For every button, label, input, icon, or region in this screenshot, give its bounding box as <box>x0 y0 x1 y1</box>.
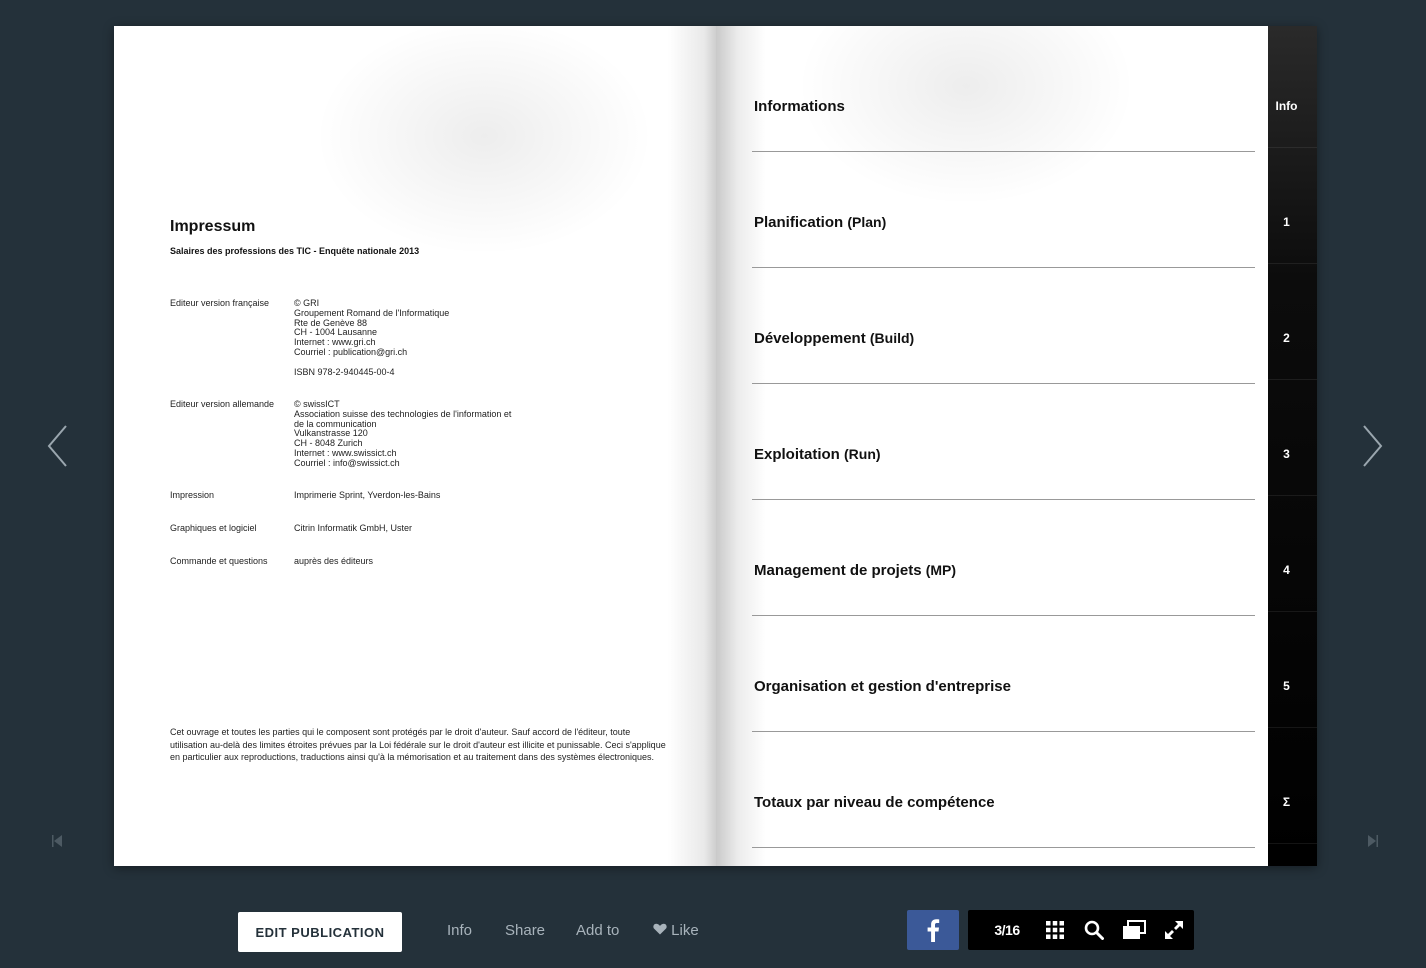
heart-icon <box>653 923 667 935</box>
value-line: Association suisse des technologies de l'information et <box>294 408 512 419</box>
tab-label: Info <box>1275 99 1298 113</box>
tab-2[interactable] <box>1268 264 1317 380</box>
row-label: Editeur version française <box>170 298 270 308</box>
tab-label: 3 <box>1283 447 1290 461</box>
grid-view-button[interactable] <box>1040 910 1070 950</box>
search-icon <box>1084 920 1104 940</box>
fullscreen-button[interactable] <box>1159 910 1189 950</box>
value-line: Courriel : info@swissict.ch <box>294 457 400 468</box>
section-totals[interactable] <box>752 732 1255 848</box>
fullscreen-icon <box>1164 920 1184 940</box>
right-page[interactable] <box>716 26 1268 866</box>
value-line: CH - 8048 Zurich <box>294 438 363 449</box>
value-line: Internet : www.gri.ch <box>294 337 376 348</box>
section-title-text: Planification <box>754 214 844 231</box>
tab-info[interactable] <box>1268 32 1317 148</box>
row-value: Imprimerie Sprint, Yverdon-les-Bains <box>294 490 441 500</box>
search-button[interactable] <box>1079 910 1109 950</box>
skip-last-icon <box>1366 830 1380 852</box>
tab-label: 2 <box>1283 331 1290 345</box>
value-line: Groupement Romand de l'Informatique <box>294 307 450 318</box>
like-link[interactable] <box>653 922 699 939</box>
tab-label: 1 <box>1283 215 1290 229</box>
chevron-left-icon <box>46 424 68 468</box>
section-title <box>754 562 956 579</box>
section-informations[interactable] <box>752 36 1255 152</box>
prev-page-arrow[interactable] <box>42 420 72 472</box>
tab-label: 5 <box>1283 679 1290 693</box>
viewer-controls <box>968 910 1194 950</box>
row-value <box>294 400 511 469</box>
next-page-arrow[interactable] <box>1358 420 1388 472</box>
row-label: Editeur version allemande <box>170 399 275 409</box>
tab-3[interactable] <box>1268 380 1317 496</box>
bottom-toolbar <box>0 900 1426 960</box>
tab-sigma[interactable] <box>1268 728 1317 844</box>
section-title <box>754 214 886 231</box>
value-line: © swissICT <box>294 399 340 409</box>
row-label: Impression <box>170 490 215 500</box>
section-abbr: (Run) <box>844 446 881 462</box>
value-line: Vulkanstrasse 120 <box>294 428 368 439</box>
tab-4[interactable] <box>1268 496 1317 612</box>
section-abbr: (MP) <box>925 562 957 578</box>
value-line: Courriel : publication@gri.ch <box>294 346 408 357</box>
chevron-right-icon <box>1362 424 1384 468</box>
section-title <box>754 330 914 347</box>
section-plan[interactable] <box>752 152 1255 268</box>
row-value <box>294 299 449 377</box>
value-line: ISBN 978-2-940445-00-4 <box>294 366 395 377</box>
section-title-text: Développement <box>754 330 866 347</box>
left-page[interactable] <box>114 26 716 866</box>
section-title <box>754 446 881 463</box>
section-title <box>754 98 845 115</box>
section-title-text: Informations <box>754 98 845 115</box>
row-label: Graphiques et logiciel <box>170 523 257 533</box>
first-page-button[interactable] <box>50 830 66 852</box>
edit-publication-button[interactable]: EDIT PUBLICATION <box>238 912 402 952</box>
tab-1[interactable] <box>1268 148 1317 264</box>
section-build[interactable] <box>752 268 1255 384</box>
like-label: Like <box>671 922 699 939</box>
value-line: © GRI <box>294 298 320 308</box>
row-label: Commande et questions <box>170 556 268 566</box>
impressum-subtitle: Salaires des professions des TIC - Enquête nationale 2013 <box>170 246 420 256</box>
info-link[interactable]: Info <box>447 922 473 939</box>
last-page-button[interactable] <box>1366 830 1382 852</box>
value-line: CH - 1004 Lausanne <box>294 327 378 338</box>
section-abbr: (Plan) <box>847 214 887 230</box>
section-title <box>754 678 1011 695</box>
share-link[interactable]: Share <box>505 922 546 939</box>
grid-icon <box>1045 920 1065 940</box>
tab-label: 4 <box>1283 563 1290 577</box>
tab-5[interactable] <box>1268 612 1317 728</box>
value-line: Rte de Genève 88 <box>294 317 368 328</box>
section-title-text: Organisation et gestion d'entreprise <box>754 678 1011 695</box>
copyright-notice: Cet ouvrage et toutes les parties qui le composent sont protégés par le droit d'auteur. Sauf accord de l'éditeur, toute utilisation au-delà des limites étroites prévues par la Loi fédérale sur le droit d'auteur est illicite et punissable. Ceci s'applique en particulier aux reproductions, traductions ainsi qu'à la mémorisation et au traitement dans des systèmes électroniques. <box>170 727 666 763</box>
section-organisation[interactable] <box>752 616 1255 732</box>
impressum-title: Impressum <box>170 218 256 235</box>
section-abbr: (Build) <box>869 330 915 346</box>
value-line: Internet : www.swissict.ch <box>294 447 397 458</box>
page-counter: 3/16 <box>994 922 1020 938</box>
section-title <box>754 794 995 811</box>
tab-label: Σ <box>1282 795 1291 809</box>
chapter-tabs <box>1268 26 1317 866</box>
facebook-icon <box>926 918 940 942</box>
section-title-text: Exploitation <box>754 446 840 463</box>
add-to-link[interactable]: Add to <box>576 922 620 939</box>
pages-view-button[interactable] <box>1118 910 1150 950</box>
value-line: de la communication <box>294 418 377 429</box>
skip-first-icon <box>50 830 64 852</box>
section-mp[interactable] <box>752 500 1255 616</box>
section-title-text: Management de projets <box>754 562 922 579</box>
section-run[interactable] <box>752 384 1255 500</box>
book-spread[interactable] <box>114 26 1317 866</box>
section-title-text: Totaux par niveau de compétence <box>754 794 995 811</box>
row-value: auprès des éditeurs <box>294 556 374 566</box>
pages-icon <box>1122 920 1146 940</box>
row-value: Citrin Informatik GmbH, Uster <box>294 523 413 533</box>
facebook-share-button[interactable] <box>907 910 959 950</box>
